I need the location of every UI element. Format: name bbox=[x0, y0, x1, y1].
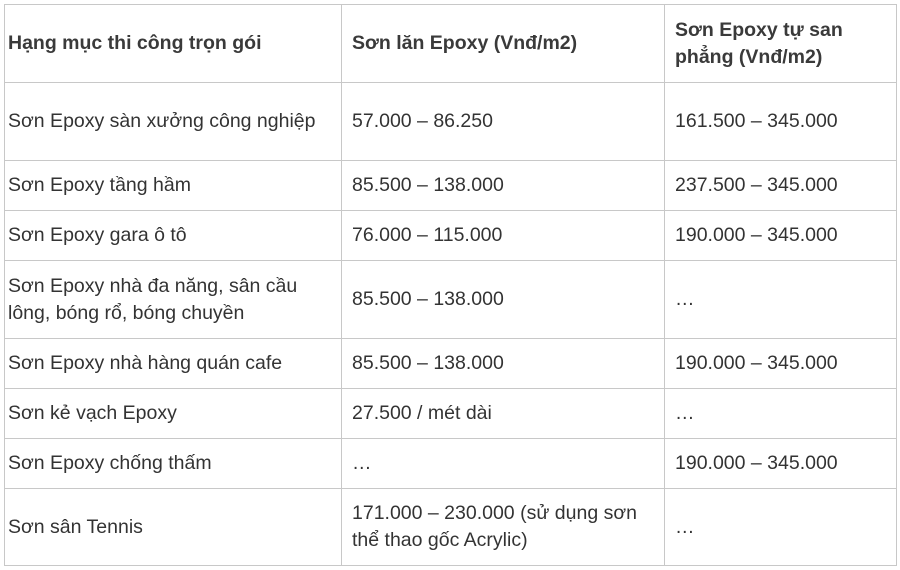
cell-roller-price: 57.000 – 86.250 bbox=[342, 83, 665, 161]
cell-category: Sơn Epoxy chống thấm bbox=[5, 439, 342, 489]
cell-roller-price: 85.500 – 138.000 bbox=[342, 339, 665, 389]
table-row bbox=[5, 261, 897, 339]
cell-category: Sơn Epoxy nhà hàng quán cafe bbox=[5, 339, 342, 389]
table-row bbox=[5, 489, 897, 566]
cell-roller-price: 85.500 – 138.000 bbox=[342, 161, 665, 211]
cell-self-leveling-price: … bbox=[665, 489, 897, 566]
header-category: Hạng mục thi công trọn gói bbox=[5, 5, 342, 83]
cell-category: Sơn kẻ vạch Epoxy bbox=[5, 389, 342, 439]
table-row bbox=[5, 83, 897, 161]
table-row bbox=[5, 339, 897, 389]
header-self-leveling-epoxy: Sơn Epoxy tự san phẳng (Vnđ/m2) bbox=[665, 5, 897, 83]
header-roller-epoxy: Sơn lăn Epoxy (Vnđ/m2) bbox=[342, 5, 665, 83]
cell-roller-price: 76.000 – 115.000 bbox=[342, 211, 665, 261]
cell-self-leveling-price: … bbox=[665, 389, 897, 439]
price-table bbox=[4, 4, 897, 566]
table-row bbox=[5, 389, 897, 439]
table-row bbox=[5, 211, 897, 261]
cell-self-leveling-price: 190.000 – 345.000 bbox=[665, 439, 897, 489]
table-row bbox=[5, 439, 897, 489]
table-header-row bbox=[5, 5, 897, 83]
cell-category: Sơn Epoxy nhà đa năng, sân cầu lông, bóng rổ, bóng chuyền bbox=[5, 261, 342, 339]
cell-self-leveling-price: 237.500 – 345.000 bbox=[665, 161, 897, 211]
cell-self-leveling-price: 161.500 – 345.000 bbox=[665, 83, 897, 161]
cell-category: Sơn Epoxy tầng hầm bbox=[5, 161, 342, 211]
cell-category: Sơn Epoxy sàn xưởng công nghiệp bbox=[5, 83, 342, 161]
cell-self-leveling-price: 190.000 – 345.000 bbox=[665, 211, 897, 261]
cell-roller-price: 85.500 – 138.000 bbox=[342, 261, 665, 339]
cell-roller-price: 27.500 / mét dài bbox=[342, 389, 665, 439]
cell-roller-price: 171.000 – 230.000 (sử dụng sơn thể thao gốc Acrylic) bbox=[342, 489, 665, 566]
cell-self-leveling-price: 190.000 – 345.000 bbox=[665, 339, 897, 389]
cell-roller-price: … bbox=[342, 439, 665, 489]
cell-self-leveling-price: … bbox=[665, 261, 897, 339]
table-row bbox=[5, 161, 897, 211]
cell-category: Sơn Epoxy gara ô tô bbox=[5, 211, 342, 261]
cell-category: Sơn sân Tennis bbox=[5, 489, 342, 566]
